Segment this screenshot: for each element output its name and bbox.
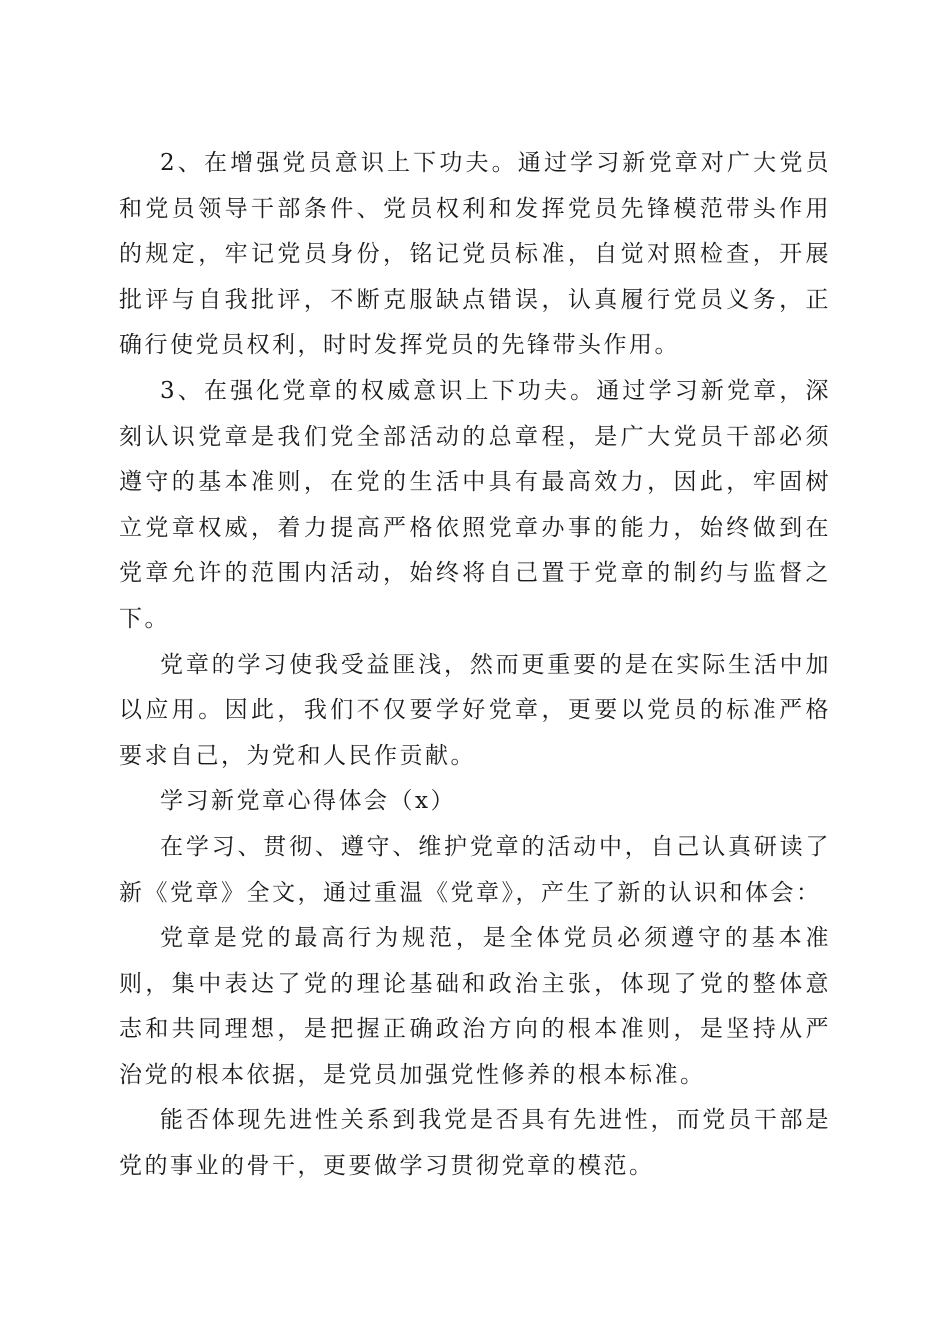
paragraph-party-constitution-authority: 3、在强化党章的权威意识上下功夫。通过学习新党章，深刻认识党章是我们党全部活动的总章程，是广大党员干部必须遵守的基本准则，在党的生活中具有最高效力，因此，牢固树立党章权威，着力提高严格依照党章办事的能力，始终做到在党章允许的范围内活动，始终将自己置于党章的制约与监督之下。 [119, 377, 831, 632]
paragraph-advancement: 能否体现先进性关系到我党是否具有先进性，而党员干部是党的事业的骨干，更要做学习贯彻党章的模范。 [119, 1107, 831, 1180]
paragraph-constitution-definition: 党章是党的最高行为规范，是全体党员必须遵守的基本准则，集中表达了党的理论基础和政治主张，体现了党的整体意志和共同理想，是把握正确政治方向的根本准则，是坚持从严治党的根本依据，是党员加强党性修养的根本标准。 [119, 925, 831, 1088]
document-body [119, 141, 831, 1190]
paragraph-party-member-awareness: 2、在增强党员意识上下功夫。通过学习新党章对广大党员和党员领导干部条件、党员权利和发挥党员先锋模范带头作用的规定，牢记党员身份，铭记党员标准，自觉对照检查，开展批评与自我批评，不断克服缺点错误，认真履行党员义务，正确行使党员权利，时时发挥党员的先锋带头作用。 [119, 150, 831, 359]
section-title: 学习新党章心得体会（x） [160, 788, 456, 815]
paragraph-study-intro: 在学习、贯彻、遵守、维护党章的活动中，自己认真研读了新《党章》全文，通过重温《党章》，产生了新的认识和体会： [119, 833, 831, 906]
paragraph-study-benefits: 党章的学习使我受益匪浅，然而更重要的是在实际生活中加以应用。因此，我们不仅要学好党章，更要以党员的标准严格要求自己，为党和人民作贡献。 [119, 651, 831, 769]
